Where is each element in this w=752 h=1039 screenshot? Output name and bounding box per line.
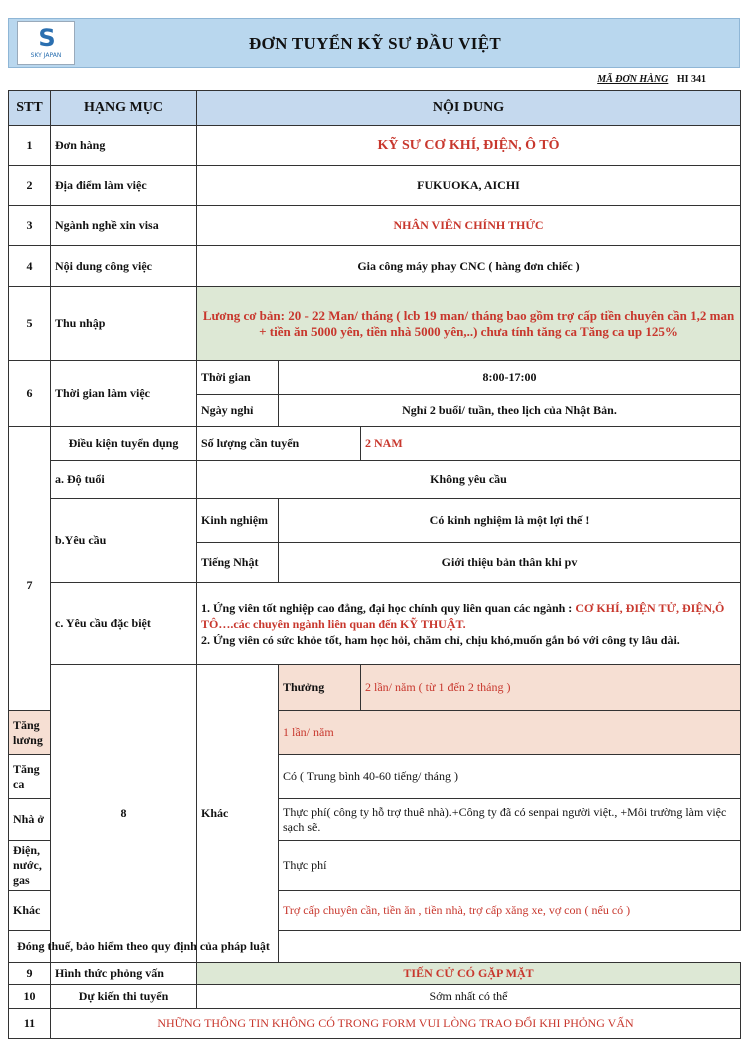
table-row [9, 126, 741, 166]
table-row [9, 931, 741, 963]
sub-label: Tiếng Nhật [197, 543, 279, 583]
day-off-value: Nghỉ 2 buổi/ tuần, theo lịch của Nhật Bản. [279, 395, 741, 427]
exam-date-value: Sớm nhất có thể [197, 985, 741, 1009]
order-code-label: MÃ ĐƠN HÀNG [597, 74, 669, 85]
row-label: Điều kiện tuyển dụng [51, 427, 197, 461]
sub-label: Số lượng cần tuyển [197, 427, 361, 461]
tax-insurance-note: Đóng thuế, bảo hiểm theo quy định của pháp luật [9, 931, 279, 963]
row-label: Ngành nghề xin visa [51, 206, 197, 246]
row-stt: 1 [9, 126, 51, 166]
sub-label: Điện, nước, gas [9, 841, 51, 891]
row-value-location: FUKUOKA, AICHI [197, 166, 741, 206]
logo-text: SKY JAPAN [30, 52, 62, 59]
sub-label: Thưởng [279, 665, 361, 711]
row-label: Đơn hàng [51, 126, 197, 166]
row-label: Khác [197, 665, 279, 963]
sub-label: Tăng lương [9, 711, 51, 755]
row-stt: 9 [9, 963, 51, 985]
interview-value: TIẾN CỬ CÓ GẶP MẶT [197, 963, 741, 985]
work-time-value: 8:00-17:00 [279, 361, 741, 395]
sub-label: Kinh nghiệm [197, 499, 279, 543]
utilities-value: Thực phí [279, 841, 741, 891]
row-label: Địa điểm làm việc [51, 166, 197, 206]
table-row [9, 246, 741, 287]
row-stt: 7 [9, 461, 51, 711]
document-title: ĐƠN TUYỂN KỸ SƯ ĐẦU VIỆT [248, 34, 501, 53]
table-row [9, 206, 741, 246]
col-content: NỘI DUNG [197, 91, 741, 126]
col-stt: STT [9, 91, 51, 126]
japanese-value: Giới thiệu bản thân khi pv [279, 543, 741, 583]
row-stt-empty [9, 427, 51, 461]
table-row [9, 665, 741, 711]
row-stt: 5 [9, 287, 51, 361]
table-row [9, 583, 741, 665]
table-row [9, 499, 741, 543]
table-header-row [9, 91, 741, 126]
footer-note: NHỮNG THÔNG TIN KHÔNG CÓ TRONG FORM VUI LÒNG TRAO ĐỔI KHI PHỎNG VẤN [51, 1009, 741, 1039]
row-stt: 8 [51, 665, 197, 963]
row-stt: 2 [9, 166, 51, 206]
row-stt: 11 [9, 1009, 51, 1039]
table-row [9, 963, 741, 985]
allowance-value: Trợ cấp chuyên cần, tiền ăn , tiền nhà, trợ cấp xăng xe, vợ con ( nếu có ) [279, 891, 741, 931]
job-order-table [8, 90, 741, 1039]
table-row [9, 427, 741, 461]
row-label: Nội dung công việc [51, 246, 197, 287]
col-category: HẠNG MỤC [51, 91, 197, 126]
row-label: a. Độ tuổi [51, 461, 197, 499]
experience-value: Có kinh nghiệm là một lợi thế ! [279, 499, 741, 543]
row-label: Thời gian làm việc [51, 361, 197, 427]
sub-label: Tăng ca [9, 755, 51, 799]
age-value: Không yêu cầu [197, 461, 741, 499]
special-req-1-majors: CƠ KHÍ, ĐIỆN TỬ, ĐIỆN,Ô TÔ….các chuyên ngành liên quan đến KỸ THUẬT. [201, 600, 725, 631]
special-req-1-text: 1. Ứng viên tốt nghiệp cao đẳng, đại học chính quy liên quan các ngành : [201, 600, 576, 615]
sub-label: Khác [9, 891, 51, 931]
row-label: c. Yêu cầu đặc biệt [51, 583, 197, 665]
table-row [9, 287, 741, 361]
raise-value: 1 lần/ năm [279, 711, 741, 755]
row-value-visa: NHÂN VIÊN CHÍNH THỨC [197, 206, 741, 246]
row-value-job: KỸ SƯ CƠ KHÍ, ĐIỆN, Ô TÔ [197, 126, 741, 166]
row-stt: 3 [9, 206, 51, 246]
table-row [9, 361, 741, 395]
table-row [9, 985, 741, 1009]
logo-s-icon: S [38, 24, 56, 52]
quantity-value: 2 NAM [361, 427, 741, 461]
row-stt: 10 [9, 985, 51, 1009]
row-value-work: Gia công máy phay CNC ( hàng đơn chiếc ) [197, 246, 741, 287]
sub-label: Ngày nghỉ [197, 395, 279, 427]
row-label: b.Yêu cầu [51, 499, 197, 583]
special-requirements [197, 583, 741, 665]
row-stt: 4 [9, 246, 51, 287]
special-req-2-text: 2. Ứng viên có sức khỏe tốt, ham học hỏi, chăm chỉ, chịu khó,muốn gắn bó với công ty lâu dài. [201, 632, 680, 647]
order-code-value: HI 341 [676, 74, 706, 85]
overtime-value: Có ( Trung bình 40-60 tiếng/ tháng ) [279, 755, 741, 799]
row-label: Dự kiến thi tuyển [51, 985, 197, 1009]
table-row [9, 166, 741, 206]
row-value-income: Lương cơ bản: 20 - 22 Man/ tháng ( lcb 19 man/ tháng bao gồm trợ cấp tiền chuyên cần 1,2 man + tiền ăn 5000 yên, tiền nhà 5000 yên,..) chưa tính tăng ca Tăng ca up 125% [197, 287, 741, 361]
row-stt: 6 [9, 361, 51, 427]
order-code [597, 74, 706, 85]
row-label: Thu nhập [51, 287, 197, 361]
bonus-value: 2 lần/ năm ( từ 1 đến 2 tháng ) [361, 665, 741, 711]
row-label: Hình thức phỏng vấn [51, 963, 197, 985]
housing-value: Thực phí( công ty hỗ trợ thuê nhà).+Công ty đã có senpai người việt., +Môi trường làm việc sạch sẽ. [279, 799, 741, 841]
header-banner [8, 18, 740, 68]
sub-label: Thời gian [197, 361, 279, 395]
sub-label: Nhà ở [9, 799, 51, 841]
table-row [9, 461, 741, 499]
